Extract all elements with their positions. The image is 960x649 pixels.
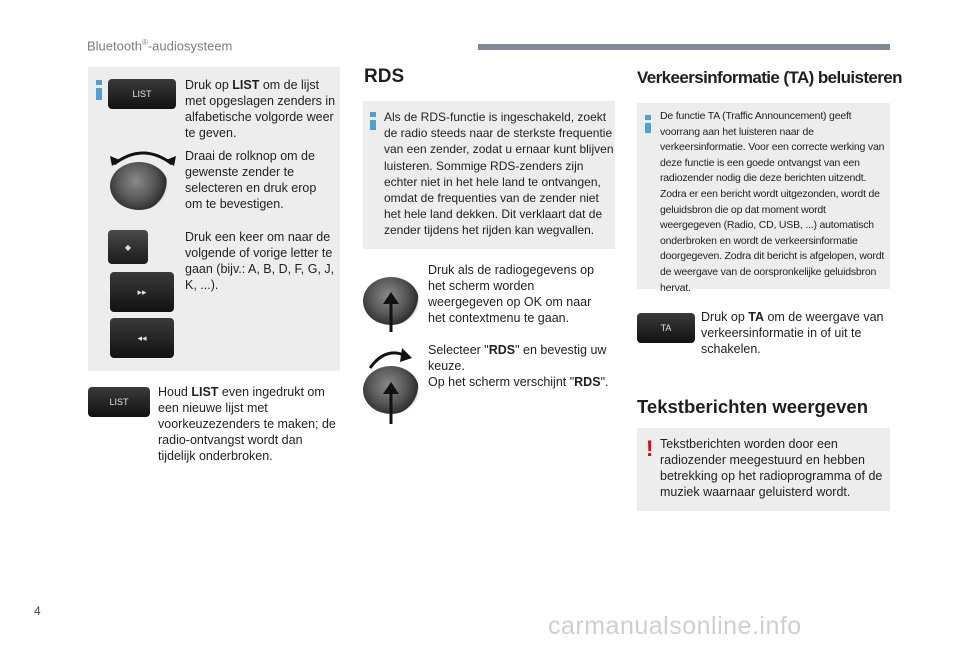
prev-button-image: ◂◂ xyxy=(110,318,174,358)
text-messages-warning: Tekstberichten worden door een radiozender meegestuurd en hebben betrekking op het radioprogramma of de muziek waarnaar geluisterd wordt. xyxy=(660,437,883,499)
ta-info-text: De functie TA (Traffic Announcement) geeft voorrang aan het luisteren naar de verkeersinformatie. Voor een correcte werking van deze functie is een goede ontvangst van een radiozender nodig die deze berichten uitzendt. Zodra er een bericht wordt uitgezonden, wordt de geluidsbron die op dat moment wordt weergegeven (Radio, CD, USB, ...) automatisch onderbroken en wordt de verkeersinformatie doorgegeven. Zodra dit bericht is afgelopen, wordt de weergave van de oorspronkelijke geluidsbron hervat. xyxy=(660,110,885,294)
step-hold-list-text: Houd LIST even ingedrukt om een nieuwe lijst met voorkeuzezenders te maken; de radio-ontvangst wordt dan tijdelijk onderbroken. xyxy=(158,385,336,463)
info-icon xyxy=(370,112,376,130)
ta-step-text: Druk op TA om de weergave van verkeersinformatie in of uit te schakelen. xyxy=(701,310,884,356)
watermark: carmanualsonline.info xyxy=(548,612,802,640)
warning-icon: ! xyxy=(646,436,654,461)
next-button-image: ▸▸ xyxy=(110,272,174,312)
press-arrow-icon xyxy=(381,292,401,332)
rds-step-ok-text: Druk als de radiogegevens op het scherm worden weergegeven op OK om naar het contextmenu te gaan. xyxy=(428,263,595,325)
page-number: 4 xyxy=(34,604,41,618)
ta-title: Verkeersinformatie (TA) beluisteren xyxy=(637,68,902,87)
rocker-arrows-icon: ◆ xyxy=(124,242,132,252)
info-icon xyxy=(96,80,102,100)
info-icon xyxy=(645,115,651,133)
step-rotate-text: Draai de rolknop om de gewenste zender te selecteren en druk erop om te bevestigen. xyxy=(185,149,317,211)
step-list-text: Druk op LIST om de lijst met opgeslagen zenders in alfabetische volgorde weer te geven. xyxy=(185,78,336,140)
press-arrow-icon xyxy=(381,382,401,424)
list-button-image-2: LIST xyxy=(88,387,150,417)
rds-title: RDS xyxy=(364,66,405,87)
text-messages-title: Tekstberichten weergeven xyxy=(637,396,868,417)
rocker-switch-image xyxy=(108,230,148,264)
page-header-title: Bluetooth®-audiosysteem xyxy=(87,38,233,54)
rds-step-select-text: Selecteer "RDS" en bevestig uw keuze. Op het scherm verschijnt "RDS". xyxy=(428,343,609,389)
list-button-image: LIST xyxy=(108,79,176,109)
rotary-knob-image xyxy=(110,162,168,210)
rds-info-text: Als de RDS-functie is ingeschakeld, zoekt de radio steeds naar de sterkste frequentie van een zender, zodat u ernaar kunt blijven luisteren. Sommige RDS-zenders zijn echter niet in het hele land te ontvangen, omdat de frequenties van de zender niet het hele land dekken. Dit verklaart dat de zender tijdens het rijden kan wegvallen. xyxy=(384,110,614,238)
ta-button-image: TA xyxy=(637,313,695,343)
header-rule xyxy=(478,44,890,50)
step-letter-text: Druk een keer om naar de volgende of vorige letter te gaan (bijv.: A, B, D, F, G, J, K, ...). xyxy=(185,230,335,292)
